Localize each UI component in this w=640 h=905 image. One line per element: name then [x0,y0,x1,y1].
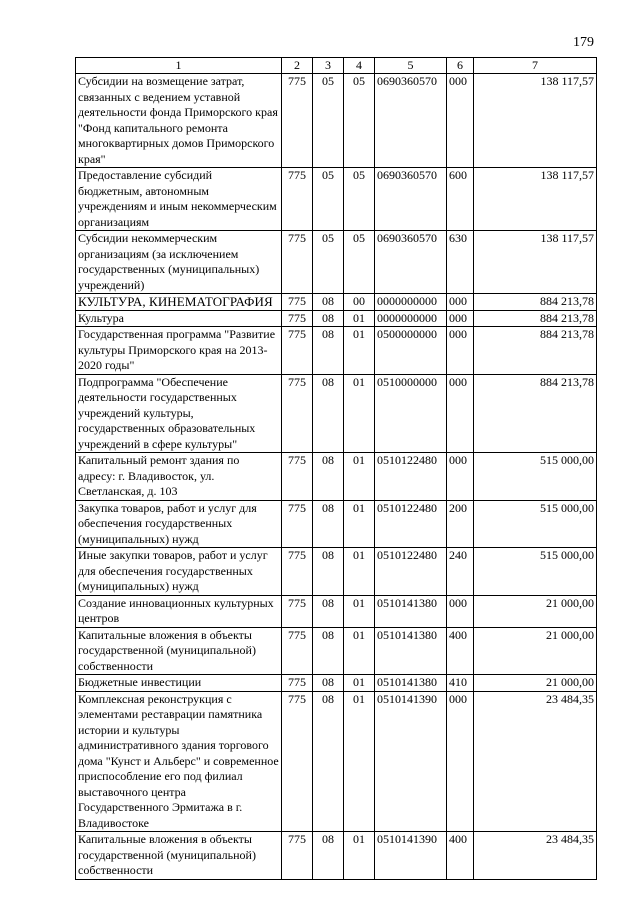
ministry-code: 775 [282,627,313,675]
expense-type-code: 630 [447,231,474,294]
target-article-code: 0510141380 [375,627,447,675]
section-code: 08 [313,500,344,548]
section-code: 05 [313,231,344,294]
row-name: Государственная программа "Развитие культуры Приморского края на 2013-2020 годы" [76,327,282,375]
column-header: 5 [375,58,447,74]
table-body [76,74,597,880]
table-row [76,675,597,692]
target-article-code: 0690360570 [375,231,447,294]
table-row [76,500,597,548]
subsection-code: 01 [344,327,375,375]
column-header: 3 [313,58,344,74]
amount: 884 213,78 [474,374,597,453]
amount: 21 000,00 [474,675,597,692]
subsection-code: 01 [344,832,375,880]
ministry-code: 775 [282,595,313,627]
section-code: 08 [313,691,344,832]
ministry-code: 775 [282,168,313,231]
amount: 138 117,57 [474,168,597,231]
column-header: 1 [76,58,282,74]
ministry-code: 775 [282,74,313,168]
target-article-code: 0510000000 [375,374,447,453]
subsection-code: 00 [344,294,375,311]
table-row [76,453,597,501]
row-name: Субсидии на возмещение затрат, связанных с ведением уставной деятельности фонда Приморского края "Фонд капитального ремонта многоквартирных домов Приморского края" [76,74,282,168]
target-article-code: 0510141380 [375,595,447,627]
amount: 138 117,57 [474,74,597,168]
table-row [76,168,597,231]
amount: 21 000,00 [474,627,597,675]
subsection-code: 05 [344,231,375,294]
expense-type-code: 400 [447,627,474,675]
subsection-code: 01 [344,500,375,548]
row-name: Субсидии некоммерческим организациям (за исключением государственных (муниципальных) учреждений) [76,231,282,294]
section-code: 08 [313,327,344,375]
subsection-code: 05 [344,168,375,231]
expense-type-code: 000 [447,327,474,375]
target-article-code: 0000000000 [375,294,447,311]
expense-type-code: 000 [447,310,474,327]
expense-type-code: 600 [447,168,474,231]
subsection-code: 01 [344,453,375,501]
row-name: КУЛЬТУРА, КИНЕМАТОГРАФИЯ [76,294,282,311]
row-name: Предоставление субсидий бюджетным, автономным учреждениям и иным некоммерческим организациям [76,168,282,231]
section-code: 08 [313,294,344,311]
column-header: 7 [474,58,597,74]
amount: 21 000,00 [474,595,597,627]
target-article-code: 0510141380 [375,675,447,692]
amount: 138 117,57 [474,231,597,294]
row-name: Подпрограмма "Обеспечение деятельности государственных учреждений культуры, государственных образовательных учреждений в сфере культуры" [76,374,282,453]
subsection-code: 01 [344,691,375,832]
amount: 23 484,35 [474,691,597,832]
row-name: Комплексная реконструкция с элементами реставрации памятника истории и культуры административного здания торгового дома "Кунст и Альберс" и современное приспособление его под филиал выставочного центра Государственного Эрмитажа в г. Владивостоке [76,691,282,832]
table-row [76,294,597,311]
ministry-code: 775 [282,675,313,692]
section-code: 08 [313,374,344,453]
section-code: 05 [313,168,344,231]
subsection-code: 01 [344,310,375,327]
ministry-code: 775 [282,294,313,311]
section-code: 08 [313,548,344,596]
row-name: Культура [76,310,282,327]
target-article-code: 0510141390 [375,832,447,880]
ministry-code: 775 [282,691,313,832]
table-row [76,691,597,832]
ministry-code: 775 [282,453,313,501]
ministry-code: 775 [282,231,313,294]
section-code: 08 [313,832,344,880]
column-header: 6 [447,58,474,74]
expense-type-code: 000 [447,294,474,311]
column-header: 4 [344,58,375,74]
table-row [76,548,597,596]
subsection-code: 01 [344,675,375,692]
row-name: Иные закупки товаров, работ и услуг для обеспечения государственных (муниципальных) нужд [76,548,282,596]
page-number: 179 [573,35,594,50]
section-code: 08 [313,453,344,501]
header-row [76,58,597,74]
table-row [76,832,597,880]
ministry-code: 775 [282,548,313,596]
target-article-code: 0510122480 [375,548,447,596]
row-name: Капитальные вложения в объекты государственной (муниципальной) собственности [76,627,282,675]
table-row [76,231,597,294]
section-code: 08 [313,310,344,327]
target-article-code: 0510122480 [375,500,447,548]
ministry-code: 775 [282,327,313,375]
table-row [76,74,597,168]
expense-type-code: 200 [447,500,474,548]
target-article-code: 0000000000 [375,310,447,327]
budget-table [75,57,597,880]
table-row [76,374,597,453]
amount: 884 213,78 [474,294,597,311]
subsection-code: 05 [344,74,375,168]
ministry-code: 775 [282,310,313,327]
row-name: Капитальный ремонт здания по адресу: г. Владивосток, ул. Светланская, д. 103 [76,453,282,501]
ministry-code: 775 [282,500,313,548]
subsection-code: 01 [344,548,375,596]
subsection-code: 01 [344,627,375,675]
ministry-code: 775 [282,832,313,880]
section-code: 08 [313,595,344,627]
section-code: 05 [313,74,344,168]
amount: 515 000,00 [474,500,597,548]
section-code: 08 [313,627,344,675]
section-code: 08 [313,675,344,692]
target-article-code: 0510141390 [375,691,447,832]
expense-type-code: 240 [447,548,474,596]
expense-type-code: 400 [447,832,474,880]
row-name: Бюджетные инвестиции [76,675,282,692]
amount: 23 484,35 [474,832,597,880]
subsection-code: 01 [344,374,375,453]
expense-type-code: 000 [447,453,474,501]
row-name: Создание инновационных культурных центров [76,595,282,627]
table-row [76,310,597,327]
expense-type-code: 410 [447,675,474,692]
ministry-code: 775 [282,374,313,453]
row-name: Капитальные вложения в объекты государственной (муниципальной) собственности [76,832,282,880]
table-row [76,595,597,627]
expense-type-code: 000 [447,595,474,627]
target-article-code: 0690360570 [375,168,447,231]
table-row [76,327,597,375]
amount: 515 000,00 [474,548,597,596]
expense-type-code: 000 [447,691,474,832]
target-article-code: 0500000000 [375,327,447,375]
subsection-code: 01 [344,595,375,627]
expense-type-code: 000 [447,374,474,453]
target-article-code: 0690360570 [375,74,447,168]
table-row [76,627,597,675]
amount: 884 213,78 [474,310,597,327]
table-header [76,58,597,74]
target-article-code: 0510122480 [375,453,447,501]
row-name: Закупка товаров, работ и услуг для обеспечения государственных (муниципальных) нужд [76,500,282,548]
column-header: 2 [282,58,313,74]
expense-type-code: 000 [447,74,474,168]
amount: 515 000,00 [474,453,597,501]
amount: 884 213,78 [474,327,597,375]
